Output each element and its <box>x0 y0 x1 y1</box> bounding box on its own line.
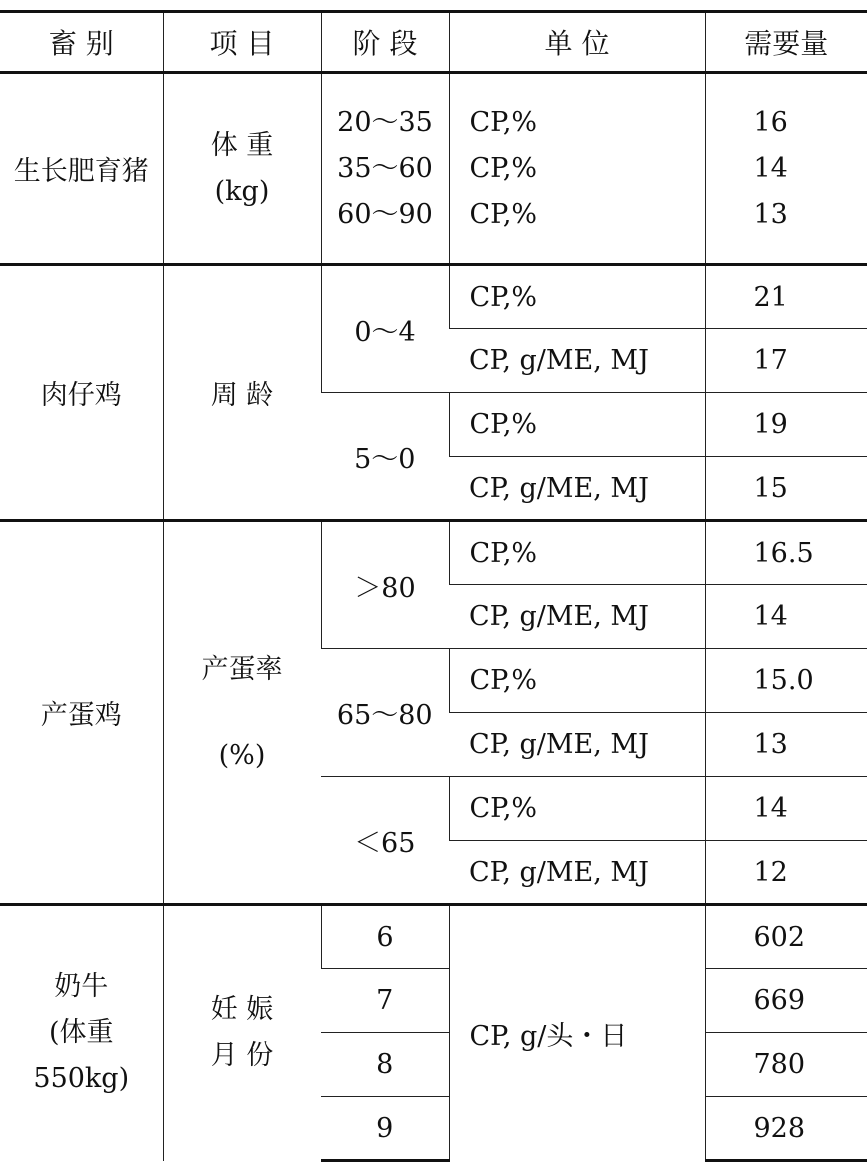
value-cell: 14 <box>705 777 867 841</box>
unit-cell: CP,% <box>449 521 705 585</box>
value-cell: 17 <box>705 329 867 393</box>
stage-line: 35～60 <box>337 152 433 184</box>
value-line: 14 <box>753 152 788 184</box>
unit-cell <box>449 73 705 265</box>
value-cell: 19 <box>705 393 867 457</box>
table-wrapper <box>0 10 867 1162</box>
protein-requirement-table <box>0 10 867 1162</box>
value-cell: 928 <box>705 1097 867 1161</box>
item-cell <box>163 73 321 265</box>
item-cell <box>163 521 321 905</box>
animal-line: 奶牛 <box>54 971 109 1003</box>
stage-cell: 65～80 <box>321 649 449 777</box>
stage-cell: 5～0 <box>321 393 449 521</box>
unit-cell: CP,% <box>449 393 705 457</box>
item-line: 体 重 <box>210 129 274 161</box>
unit-cell: CP, g/ME, MJ <box>449 841 705 905</box>
stage-cell: ＜65 <box>321 777 449 905</box>
header-unit: 单 位 <box>449 12 705 73</box>
unit-cell: CP, g/ME, MJ <box>449 713 705 777</box>
animal-cell: 产蛋鸡 <box>0 521 163 905</box>
unit-cell: CP, g/ME, MJ <box>449 585 705 649</box>
table-row <box>0 265 867 329</box>
animal-cell: 生长肥育猪 <box>0 73 163 265</box>
header-item: 项 目 <box>163 12 321 73</box>
value-cell: 12 <box>705 841 867 905</box>
item-line: (%) <box>218 739 266 771</box>
stage-line: 60～90 <box>337 198 433 230</box>
stage-cell: 7 <box>321 969 449 1033</box>
stage-cell: 6 <box>321 905 449 969</box>
value-cell: 15.0 <box>705 649 867 713</box>
unit-cell: CP, g/ME, MJ <box>449 457 705 521</box>
value-cell: 15 <box>705 457 867 521</box>
value-cell: 13 <box>705 713 867 777</box>
table-header <box>0 12 867 73</box>
value-cell: 14 <box>705 585 867 649</box>
unit-cell: CP,% <box>449 649 705 713</box>
item-line: 妊 娠 <box>210 994 274 1026</box>
value-line: 13 <box>753 198 788 230</box>
stage-cell <box>321 73 449 265</box>
animal-cell <box>0 905 163 1161</box>
stage-cell: 8 <box>321 1033 449 1097</box>
unit-cell: CP, g/头・日 <box>449 905 705 1161</box>
animal-cell: 肉仔鸡 <box>0 265 163 521</box>
animal-line: (体重 <box>48 1017 114 1049</box>
unit-cell: CP, g/ME, MJ <box>449 329 705 393</box>
header-requirement: 需要量 <box>705 12 867 73</box>
stage-cell: 9 <box>321 1097 449 1161</box>
value-cell <box>705 73 867 265</box>
header-animal: 畜 别 <box>0 12 163 73</box>
table-row <box>0 73 867 265</box>
unit-line: CP,% <box>469 198 538 230</box>
stage-cell: ＞80 <box>321 521 449 649</box>
table-body <box>0 73 867 1161</box>
value-cell: 780 <box>705 1033 867 1097</box>
animal-line: 550kg) <box>33 1063 130 1095</box>
item-line: 月 份 <box>210 1040 274 1072</box>
stage-cell: 0～4 <box>321 265 449 393</box>
unit-line: CP,% <box>469 152 538 184</box>
stage-line: 20～35 <box>337 106 433 138</box>
item-line: 产蛋率 <box>201 653 283 685</box>
item-cell: 周 龄 <box>163 265 321 521</box>
value-cell: 669 <box>705 969 867 1033</box>
header-stage: 阶 段 <box>321 12 449 73</box>
unit-cell: CP,% <box>449 265 705 329</box>
table-row <box>0 521 867 585</box>
unit-cell: CP,% <box>449 777 705 841</box>
value-cell: 21 <box>705 265 867 329</box>
header-row <box>0 12 867 73</box>
value-line: 16 <box>753 106 788 138</box>
table-row <box>0 905 867 969</box>
item-line: (kg) <box>214 175 270 207</box>
unit-line: CP,% <box>469 106 538 138</box>
item-cell <box>163 905 321 1161</box>
value-cell: 16.5 <box>705 521 867 585</box>
value-cell: 602 <box>705 905 867 969</box>
